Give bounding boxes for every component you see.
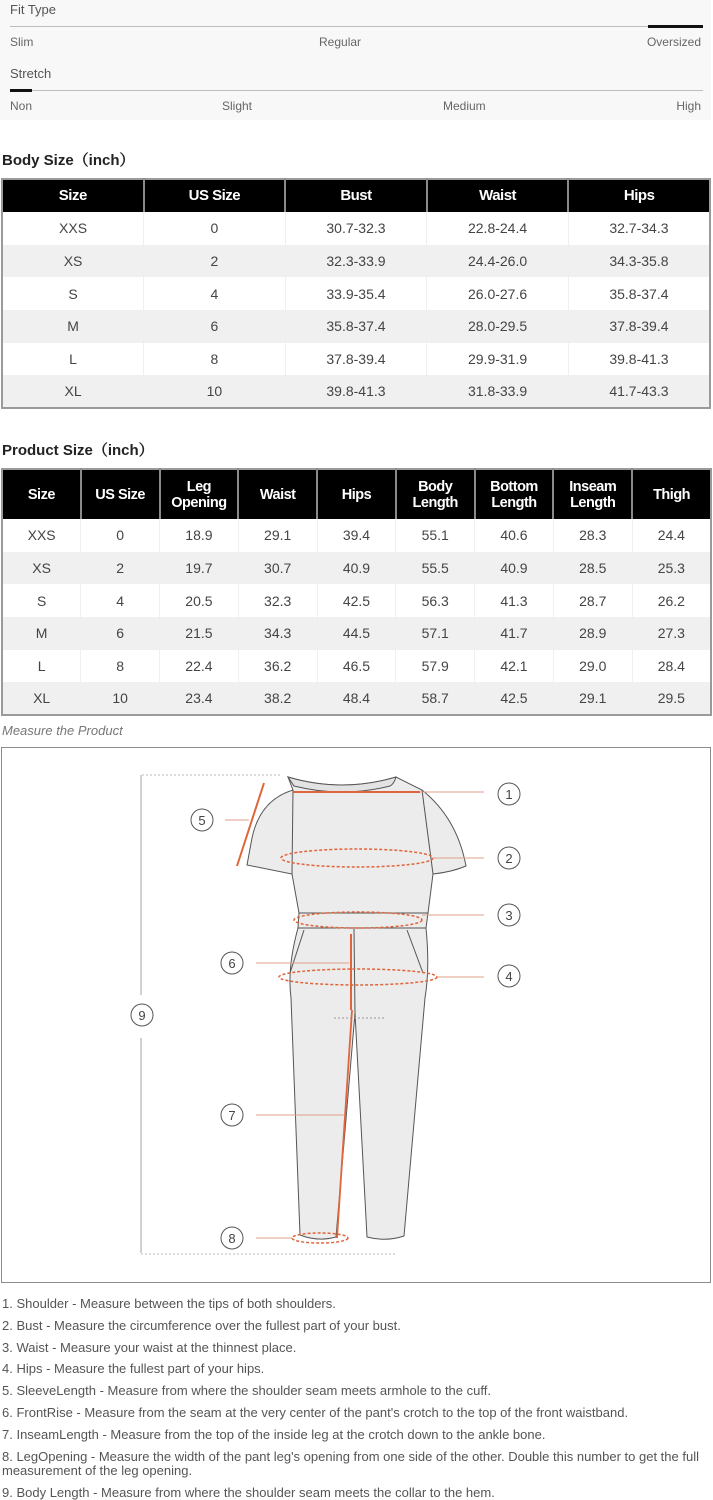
table-cell: XL (2, 682, 81, 715)
column-header-bust: Bust (285, 179, 427, 212)
table-cell: 44.5 (317, 617, 396, 650)
table-cell: 41.7-43.3 (568, 375, 710, 408)
product-size-table (1, 468, 712, 716)
table-cell: 22.8-24.4 (427, 212, 569, 245)
table-row (2, 552, 711, 585)
column-header-hips: Hips (317, 469, 396, 519)
marker-8-icon (221, 1227, 243, 1249)
stretch-option-slight: Slight (222, 99, 253, 113)
table-cell: XL (2, 375, 144, 408)
table-cell: 29.0 (553, 650, 632, 683)
table-cell: 19.7 (160, 552, 239, 585)
table-cell: 27.3 (632, 617, 711, 650)
table-row (2, 650, 711, 683)
table-cell: M (2, 310, 144, 343)
table-cell: 29.9-31.9 (427, 343, 569, 376)
column-header-waist: Waist (427, 179, 569, 212)
svg-text:9: 9 (138, 1008, 146, 1023)
table-cell: 25.3 (632, 552, 711, 585)
product-size-title: Product Size（inch） (2, 442, 154, 459)
table-cell: 40.9 (475, 552, 554, 585)
table-cell: 39.8-41.3 (285, 375, 427, 408)
table-row (2, 375, 710, 408)
table-cell: L (2, 650, 81, 683)
table-cell: 48.4 (317, 682, 396, 715)
table-cell: 24.4 (632, 519, 711, 552)
table-cell: 57.9 (396, 650, 475, 683)
marker-9-icon (131, 1004, 153, 1026)
table-cell: 42.5 (317, 584, 396, 617)
table-cell: XS (2, 552, 81, 585)
table-cell: 57.1 (396, 617, 475, 650)
note-front-rise: 6. FrontRise - Measure from the seam at the very center of the pant's crotch to the top of the front waistband. (2, 1404, 629, 1420)
table-cell: 42.5 (475, 682, 554, 715)
column-header-us-size: US Size (144, 179, 286, 212)
table-cell: S (2, 277, 144, 310)
table-cell: 21.5 (160, 617, 239, 650)
marker-4-icon (498, 965, 520, 987)
fit-type-option-slim: Slim (10, 35, 34, 49)
column-header-inseam-length: Inseam Length (553, 469, 632, 519)
table-row (2, 617, 711, 650)
table-cell: 28.0-29.5 (427, 310, 569, 343)
garment-pants (290, 928, 428, 1239)
table-cell: 55.1 (396, 519, 475, 552)
table-cell: 35.8-37.4 (285, 310, 427, 343)
svg-text:4: 4 (505, 969, 513, 984)
measure-caption: Measure the Product (2, 723, 123, 738)
table-cell: 4 (81, 584, 160, 617)
table-header-row (2, 469, 711, 519)
table-cell: 28.5 (553, 552, 632, 585)
marker-7-icon (221, 1104, 243, 1126)
table-cell: XXS (2, 212, 144, 245)
table-cell: 40.9 (317, 552, 396, 585)
measurement-diagram (1, 747, 711, 1283)
table-row (2, 682, 711, 715)
column-header-hips: Hips (568, 179, 710, 212)
note-sleeve-length: 5. SleeveLength - Measure from where the shoulder seam meets armhole to the cuff. (2, 1383, 491, 1399)
fit-type-label: Fit Type (10, 2, 57, 17)
table-cell: 31.8-33.9 (427, 375, 569, 408)
table-header-row (2, 179, 710, 212)
table-cell: 58.7 (396, 682, 475, 715)
stretch-option-non: Non (10, 99, 33, 113)
table-cell: 28.9 (553, 617, 632, 650)
fit-type-option-oversized: Oversized (646, 35, 701, 49)
table-cell: 8 (144, 343, 286, 376)
table-cell: 32.3 (238, 584, 317, 617)
table-cell: 46.5 (317, 650, 396, 683)
table-cell: 55.5 (396, 552, 475, 585)
column-header-waist: Waist (238, 469, 317, 519)
table-cell: 2 (144, 245, 286, 278)
body-size-title: Body Size（inch） (2, 152, 135, 169)
table-row (2, 343, 710, 376)
table-cell: 37.8-39.4 (285, 343, 427, 376)
svg-text:6: 6 (228, 956, 236, 971)
table-cell: 30.7-32.3 (285, 212, 427, 245)
table-cell: L (2, 343, 144, 376)
table-row (2, 519, 711, 552)
table-cell: 29.1 (238, 519, 317, 552)
stretch-track (10, 90, 703, 91)
measurement-notes (2, 1293, 707, 1500)
table-cell: 20.5 (160, 584, 239, 617)
table-row (2, 277, 710, 310)
table-cell: 2 (81, 552, 160, 585)
table-cell: 38.2 (238, 682, 317, 715)
table-row (2, 245, 710, 278)
table-cell: 41.3 (475, 584, 554, 617)
table-cell: 56.3 (396, 584, 475, 617)
table-cell: 40.6 (475, 519, 554, 552)
table-cell: 33.9-35.4 (285, 277, 427, 310)
column-header-body-length: Body Length (396, 469, 475, 519)
stretch-label: Stretch (10, 66, 52, 81)
table-row (2, 212, 710, 245)
table-cell: 29.1 (553, 682, 632, 715)
table-cell: 36.2 (238, 650, 317, 683)
table-cell: 22.4 (160, 650, 239, 683)
table-cell: 37.8-39.4 (568, 310, 710, 343)
marker-5-icon (191, 809, 213, 831)
fit-stretch-panel (0, 0, 711, 120)
table-cell: 32.7-34.3 (568, 212, 710, 245)
column-header-thigh: Thigh (632, 469, 711, 519)
table-cell: 8 (81, 650, 160, 683)
marker-1-icon (498, 783, 520, 805)
note-leg-opening: 8. LegOpening - Measure the width of the pant leg's opening from one side of the other. Double this number to get the full measurement of the leg opening. (2, 1448, 699, 1478)
svg-text:5: 5 (198, 813, 206, 828)
table-row (2, 310, 710, 343)
table-cell: 10 (144, 375, 286, 408)
table-cell: XXS (2, 519, 81, 552)
table-cell: 29.5 (632, 682, 711, 715)
svg-text:8: 8 (228, 1231, 236, 1246)
table-cell: 24.4-26.0 (427, 245, 569, 278)
table-cell: XS (2, 245, 144, 278)
stretch-option-medium: Medium (443, 99, 486, 113)
table-cell: 4 (144, 277, 286, 310)
marker-2-icon (498, 847, 520, 869)
table-cell: S (2, 584, 81, 617)
column-header-size: Size (2, 469, 81, 519)
table-cell: 30.7 (238, 552, 317, 585)
note-hips: 4. Hips - Measure the fullest part of your hips. (2, 1361, 265, 1377)
table-cell: 28.4 (632, 650, 711, 683)
svg-text:3: 3 (505, 908, 513, 923)
stretch-option-high: High (676, 99, 701, 113)
stretch-marker-non (10, 89, 32, 92)
marker-3-icon (498, 904, 520, 926)
table-cell: 42.1 (475, 650, 554, 683)
table-cell: 0 (81, 519, 160, 552)
table-row (2, 584, 711, 617)
note-shoulder: 1. Shoulder - Measure between the tips of both shoulders. (2, 1296, 336, 1311)
table-cell: 34.3 (238, 617, 317, 650)
table-cell: 6 (81, 617, 160, 650)
marker-6-icon (221, 952, 243, 974)
garment-top (247, 777, 466, 928)
table-cell: 28.3 (553, 519, 632, 552)
column-header-us-size: US Size (81, 469, 160, 519)
note-body-length: 9. Body Length - Measure from where the shoulder seam meets the collar to the hem. (2, 1484, 495, 1500)
table-cell: 39.8-41.3 (568, 343, 710, 376)
fit-type-option-regular: Regular (319, 35, 362, 49)
svg-text:7: 7 (228, 1108, 236, 1123)
table-cell: 0 (144, 212, 286, 245)
table-cell: 32.3-33.9 (285, 245, 427, 278)
table-cell: 23.4 (160, 682, 239, 715)
table-cell: M (2, 617, 81, 650)
jumpsuit-illustration (2, 748, 710, 1282)
body-size-table (1, 178, 711, 409)
note-waist: 3. Waist - Measure your waist at the thinnest place. (2, 1339, 297, 1355)
table-cell: 18.9 (160, 519, 239, 552)
table-cell: 34.3-35.8 (568, 245, 710, 278)
note-bust: 2. Bust - Measure the circumference over the fullest part of your bust. (2, 1317, 401, 1333)
table-cell: 26.2 (632, 584, 711, 617)
column-header-leg-opening: Leg Opening (160, 469, 239, 519)
table-cell: 26.0-27.6 (427, 277, 569, 310)
svg-text:2: 2 (505, 851, 513, 866)
table-cell: 35.8-37.4 (568, 277, 710, 310)
table-cell: 41.7 (475, 617, 554, 650)
note-inseam-length: 7. InseamLength - Measure from the top of the inside leg at the crotch down to the ankle bone. (2, 1426, 546, 1442)
fit-type-marker-oversized (648, 25, 703, 28)
fit-type-track (10, 26, 703, 27)
column-header-bottom-length: Bottom Length (475, 469, 554, 519)
table-cell: 39.4 (317, 519, 396, 552)
table-cell: 6 (144, 310, 286, 343)
svg-text:1: 1 (505, 787, 513, 802)
column-header-size: Size (2, 179, 144, 212)
table-cell: 28.7 (553, 584, 632, 617)
table-cell: 10 (81, 682, 160, 715)
